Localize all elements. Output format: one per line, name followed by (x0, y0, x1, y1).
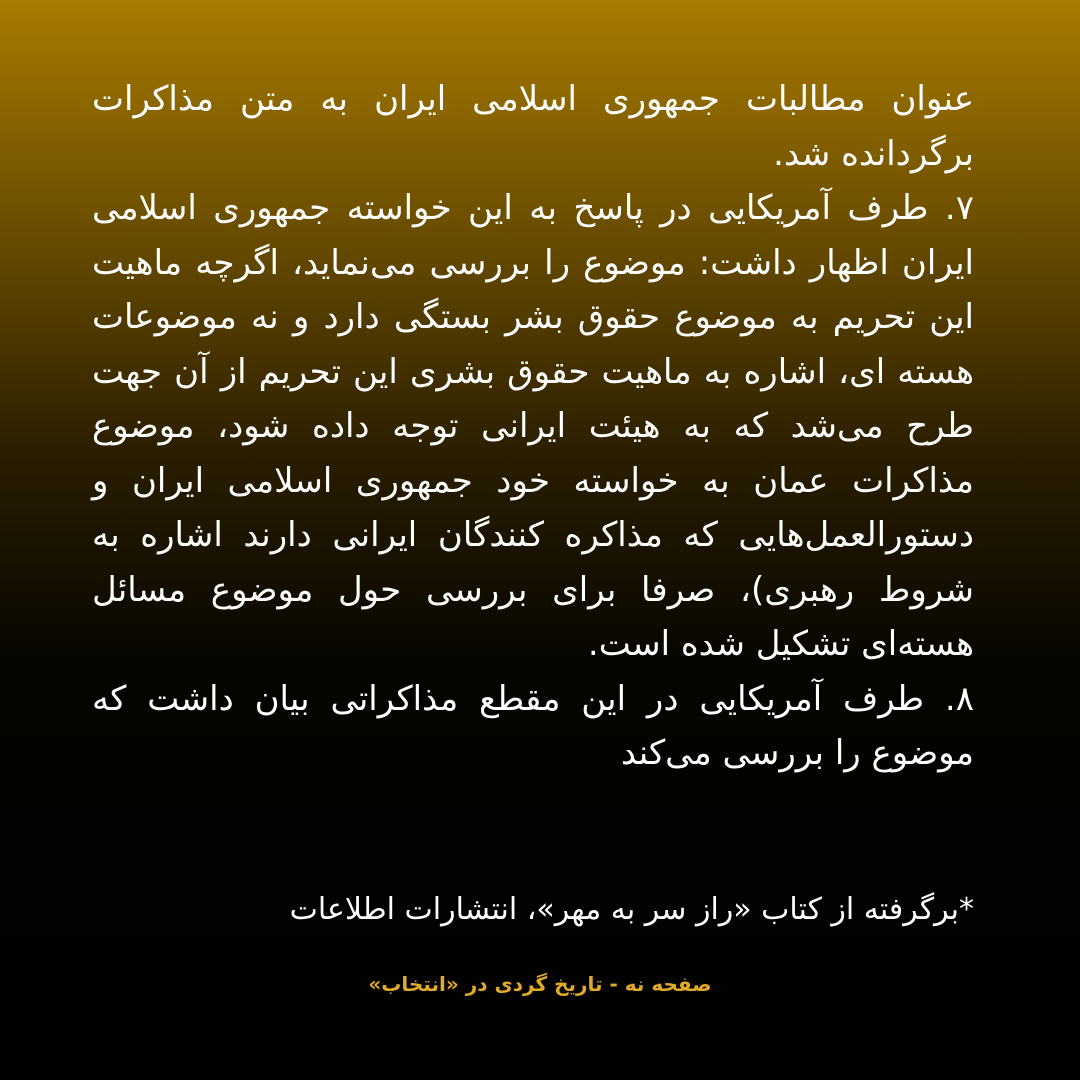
paragraph-item-7: ۷. طرف آمریکایی در پاسخ به این خواسته جمهوری اسلامی ایران اظهار داشت: موضوع را بررسی می‌نماید، اگرچه ماهیت این تحریم به موضوع حقوق بشر بستگی دارد و نه موضوعات هسته ای، اشاره به ماهیت حقوق بشری این تحریم از آن جهت طرح می‌شد که به هیئت ایرانی توجه داده شود، موضوع مذاکرات عمان به خواسته خود جمهوری اسلامی ایران و دستورالعمل‌هایی که مذاکره کنندگان ایرانی دارند اشاره به شروط رهبری)، صرفا برای بررسی حول موضوع مسائل هسته‌ای تشکیل شده است. (92, 188, 974, 664)
source-note: *برگرفته از کتاب «راز سر به مهر»، انتشارات اطلاعات (289, 892, 974, 927)
footer-label: صفحه نه - تاریخ گردی در «انتخاب» (368, 972, 712, 996)
paragraph-item-8: ۸. طرف آمریکایی در این مقطع مذاکراتی بیان داشت که موضوع را بررسی می‌کند (92, 678, 974, 773)
article-body (92, 72, 974, 781)
paragraph-intro: عنوان مطالبات جمهوری اسلامی ایران به متن مذاکرات برگردانده شد. (92, 79, 974, 174)
